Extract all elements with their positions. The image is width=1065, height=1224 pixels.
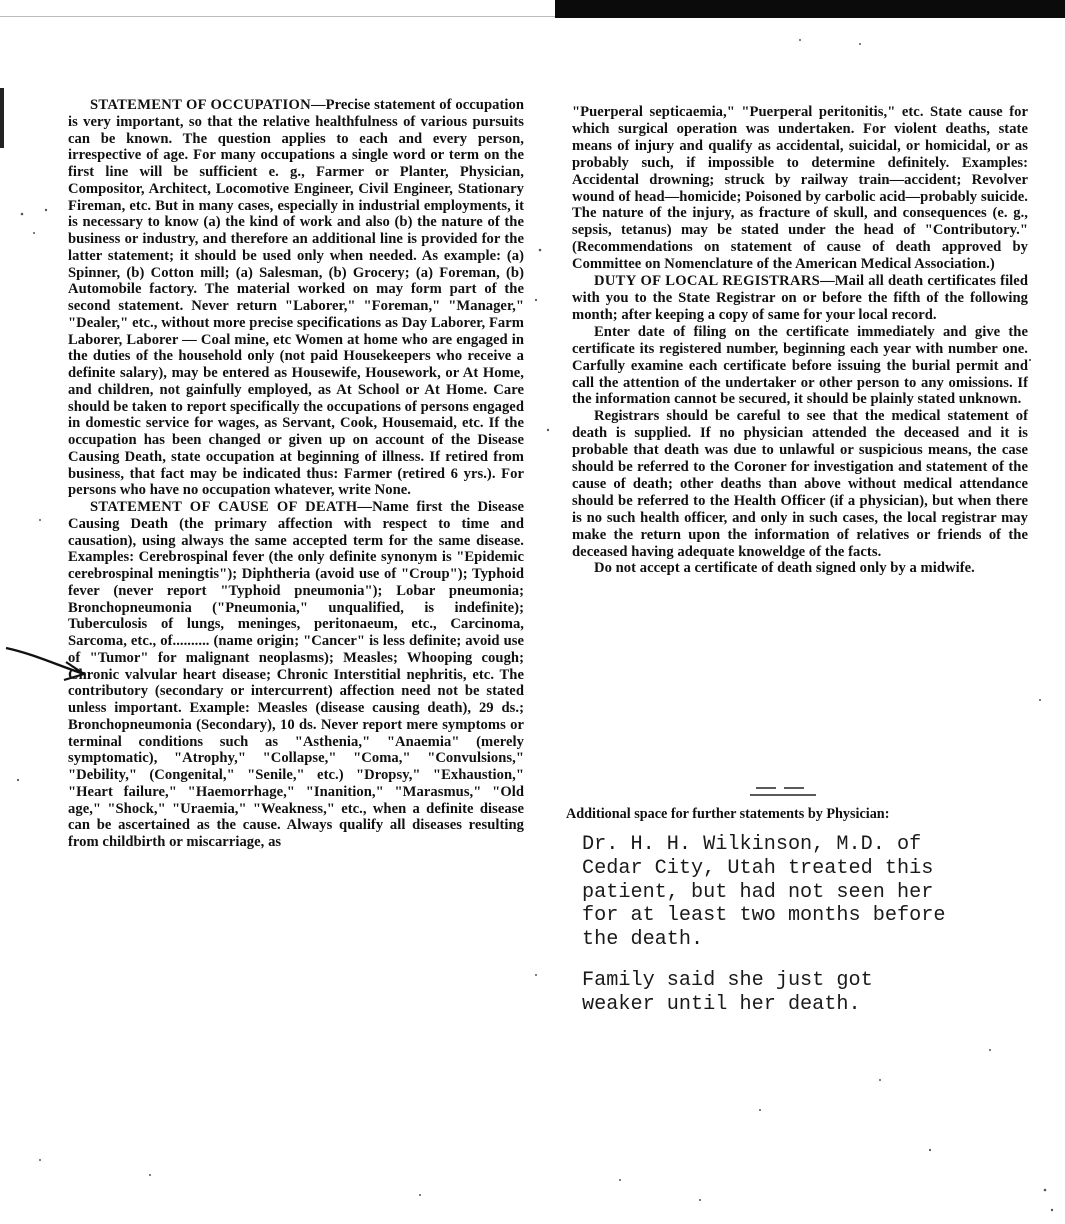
duty-text: —Mail all death certificates filed with you to the State Registrar on or before the fifth of the following month; after keeping a copy of same for your local record. [572, 273, 1028, 323]
family-statement: Family said she just got weaker until her death. [582, 969, 873, 1016]
duty-heading: DUTY OF LOCAL REGISTRARS [594, 273, 821, 290]
occupation-heading: STATEMENT OF OCCUPATION [90, 97, 312, 113]
physician-statement: Dr. H. H. Wilkinson, M.D. of Cedar City, Utah treated this patient, but had not seen her for at least two months before the death. [582, 833, 946, 952]
midwife-paragraph: Do not accept a certificate of death signed only by a midwife. [594, 560, 975, 577]
cause-continued-paragraph: "Puerperal septicaemia," "Puerperal peritonitis," etc. State cause for which surgical operation was undertaken. For violent deaths, state means of injury and qualify as accidental, suicidal, or homicidal, or as probably such, if impossible to determine definitely. Examples: Accidental drowning; struck by railway train—accident; Revolver wound of head—homicide; Poisoned by carbolic acid—probably suicide. The nature of the injury, as fracture of skull, and consequences (e. g., sepsis, tetanus) may be stated under the head of "Contributory." (Recommendations on statement of cause of death approved by Committee on Nomenclature of the American Medical Association.) [572, 104, 1028, 273]
registrar-paragraph: Registrars should be careful to see that the medical statement of death is supplied. If no physician attended the deceased and it is probable that death was due to unlawful or suspicious means, the case should be referred to the Coroner for investigation and statement of the cause of death; other deaths than above without medical attendance should be referred to the Health Officer (if a physician), but when there is no such health officer, and only in such cases, the local registrar may make the return upon the information of relatives or friends of the deceased having adequate knoweldge of the facts. [572, 408, 1028, 560]
additional-space-label: Additional space for further statements by Physician: [566, 806, 890, 822]
cause-heading: STATEMENT OF CAUSE OF DEATH [90, 499, 358, 515]
occupation-text: —Precise statement of occupation is very important, so that the relative healthfulness of various pursuits can be known. The question applies to each and every person, irrespective of age. For many occupations a single word or term on the first line will be sufficient e. g., Farmer or Planter, Physician, Compositor, Architect, Locomotive Engineer, Civil Engineer, Stationary Fireman, etc. But in many cases, especially in industrial employments, it is necessary to know (a) the kind of work and also (b) the nature of the business or industry, and therefore an additional line is provided for the latter statement; it should be used only when needed. As example: (a) Spinner, (b) Cotton mill; (a) Salesman, (b) Grocery; (a) Foreman, (b) Automobile factory. The material worked on may form part of the second statement. Never return "Laborer," "Foreman," "Manager," "Dealer," etc., without more precise specifications as Day Laborer, Farm Laborer, Laborer — Coal mine, etc Women at home who are engaged in the duties of the household only (not paid Housekeepers who receive a definite salary), may be entered as Housewife, Housework, or At Home, and children, not gainfully employed, as At School or At Home. Care should be taken to report specifically the occupations of persons engaged in domestic service for wages, as Servant, Cook, Housemaid, etc. If the occupation has been changed or given up on account of the Disease Causing Death, state occupation at beginning of illness. If retired from business, that fact may be indicated thus: Farmer (retired 6 yrs.). For persons who have no occupation whatever, write None. [68, 97, 525, 499]
filing-paragraph: Enter date of filing on the certificate immediately and give the certificate its registered number, beginning each year with number one. Carfully examine each certificate before issuing the burial permit and call the attention of the undertaker or other person to any omissions. If the information cannot be secured, it should be plainly stated unknown. [572, 323, 1028, 408]
cause-text: —Name first the Disease Causing Death (the primary affection with respect to time and causation), using always the same accepted term for the same disease. Examples: Cerebrospinal fever (the only definite synonym is "Epidemic cerebrospinal meningtis"); Diphtheria (avoid use of "Croup"); Typhoid fever (never report "Typhoid pneumonia"); Lobar pneumonia; Bronchopneumonia ("Pneumonia," unqualified, is indefinite); Tuberculosis of lungs, meninges, peritonaeum, etc., Carcinoma, Sarcoma, etc., of.......... (name origin; "Cancer" is less definite; avoid use of "Tumor" for malignant neoplasms); Measles; Whooping cough; Chronic valvular heart disease; Chronic Interstitial nephritis, etc. The contributory (secondary or intercurrent) affection need not be stated unless important. Example: Measles (disease causing death), 29 ds.; Bronchopneumonia (Secondary), 10 ds. Never report mere symptoms or terminal conditions such as "Asthenia," "Anaemia" (merely symptomatic), "Atrophy," "Collapse," "Coma," "Convulsions," "Debility," (Congenital," "Senile," etc.) "Dropsy," "Exhaustion," "Heart failure," "Haemorrhage," "Inanition," "Marasmus," "Old age," "Shock," "Uraemia," "Weakness," etc., when a definite disease can be ascertained as the cause. Always qualify all diseases resulting from childbirth or miscarriage, as [68, 499, 525, 850]
